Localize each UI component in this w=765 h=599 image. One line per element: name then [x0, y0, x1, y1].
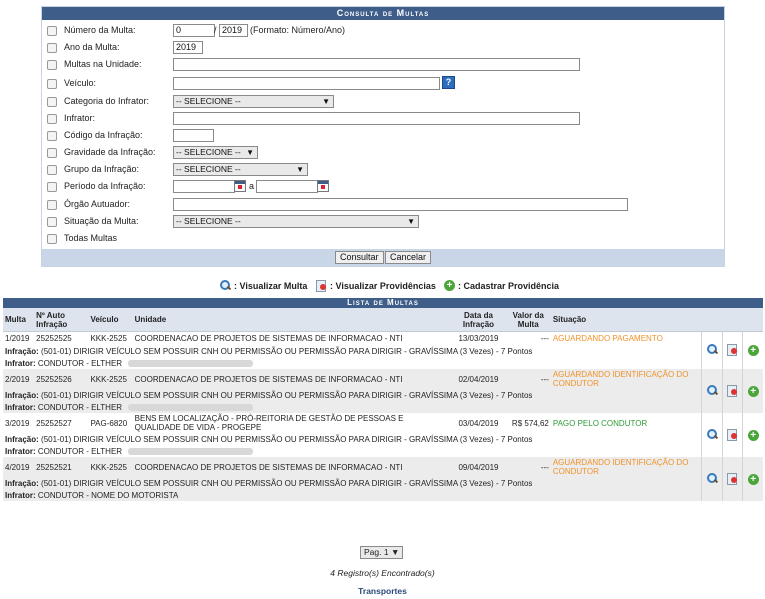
table-row-infrator [3, 445, 763, 457]
cell-valor: R$ 574,62 [506, 413, 551, 433]
cell-unidade: BENS EM LOCALIZAÇÃO - PRÓ-REITORIA DE GESTÃO DE PESSOAS E QUALIDADE DE VIDA - PROGEPE [133, 413, 452, 433]
redacted-name [128, 448, 253, 455]
infrator-input[interactable] [173, 112, 580, 125]
col-unidade: Unidade [133, 308, 452, 332]
row-ano-multa [42, 40, 724, 57]
row-numero-multa [42, 23, 724, 40]
list-title: Lista de Multas [3, 298, 763, 308]
periodo-inicio-input[interactable] [173, 180, 235, 193]
gravidade-select-value: -- SELECIONE -- [176, 147, 241, 157]
view-fine-button[interactable] [702, 457, 723, 501]
cell-valor: --- [506, 457, 551, 477]
numero-multa-input[interactable]: 0 [173, 24, 215, 37]
infracao-label: Infração: [5, 346, 39, 356]
view-providencias-button[interactable] [723, 457, 743, 501]
legend-visualizar-multa-label: : Visualizar Multa [234, 280, 308, 291]
footer-link-transportes[interactable]: Transportes [358, 586, 407, 596]
col-action-3 [743, 308, 763, 332]
infrator-label: Infrator: [5, 446, 36, 456]
magnifier-icon [707, 385, 718, 396]
page-select-value: Pag. 1 [364, 547, 389, 557]
label-categoria: Categoria do Infrator: [64, 96, 150, 106]
page-select[interactable] [360, 546, 403, 559]
label-orgao: Órgão Autuador: [64, 199, 131, 209]
form-title: Consulta de Multas [42, 7, 724, 20]
infrator-text: CONDUTOR - ELTHER [37, 358, 123, 368]
label-gravidade: Gravidade da Infração: [64, 147, 156, 157]
veiculo-input[interactable] [173, 77, 440, 90]
add-icon: + [748, 474, 759, 485]
checkbox-todas[interactable] [47, 234, 57, 244]
checkbox-grupo[interactable] [47, 165, 57, 175]
codigo-input[interactable] [173, 129, 214, 142]
numero-format-hint: (Formato: Número/Ano) [250, 25, 346, 35]
label-numero-multa: Número da Multa: [64, 25, 136, 35]
checkbox-numero-multa[interactable] [47, 26, 57, 36]
col-valor: Valor da Multa [506, 308, 551, 332]
infrator-text: CONDUTOR - ELTHER [37, 446, 123, 456]
calendar-icon[interactable] [317, 180, 329, 192]
cell-unidade: COORDENACAO DE PROJETOS DE SISTEMAS DE INFORMACAO - NTI [133, 369, 452, 389]
checkbox-veiculo[interactable] [47, 79, 57, 89]
checkbox-multas-unidade[interactable] [47, 60, 57, 70]
label-veiculo: Veículo: [64, 78, 97, 88]
redacted-name [128, 360, 253, 367]
infrator-label: Infrator: [5, 490, 36, 500]
cell-situacao: AGUARDANDO PAGAMENTO [551, 332, 702, 346]
consultar-button[interactable]: Consultar [335, 251, 384, 264]
help-icon[interactable]: ? [442, 76, 455, 89]
numero-multa-ano-input[interactable]: 2019 [219, 24, 248, 37]
cell-unidade: COORDENACAO DE PROJETOS DE SISTEMAS DE INFORMACAO - NTI [133, 332, 452, 346]
fines-list [3, 298, 763, 501]
cell-auto: 25252527 [34, 413, 88, 433]
cell-auto: 25252526 [34, 369, 88, 389]
row-veiculo [42, 76, 724, 93]
situacao-select-value: -- SELECIONE -- [176, 216, 241, 226]
table-header [3, 308, 763, 332]
providencias-icon [727, 385, 738, 396]
table-row-infracao [3, 345, 763, 357]
row-todas [42, 231, 724, 248]
label-codigo: Código da Infração: [64, 130, 143, 140]
magnifier-icon [707, 473, 718, 484]
row-gravidade [42, 145, 724, 162]
cell-veiculo: KKK-2525 [88, 332, 132, 346]
checkbox-ano-multa[interactable] [47, 43, 57, 53]
gravidade-select[interactable] [173, 146, 258, 159]
row-categoria [42, 94, 724, 111]
cell-unidade: COORDENACAO DE PROJETOS DE SISTEMAS DE INFORMACAO - NTI [133, 457, 452, 477]
providencias-icon [727, 344, 738, 355]
record-count: 4 Registro(s) Encontrado(s) [330, 568, 435, 578]
row-situacao [42, 214, 724, 231]
add-icon: + [748, 386, 759, 397]
legend-cadastrar-providencia [444, 280, 559, 291]
infracao-label: Infração: [5, 434, 39, 444]
view-providencias-button[interactable] [723, 332, 743, 370]
multas-unidade-input[interactable] [173, 58, 580, 71]
infracao-text: (501-01) DIRIGIR VEÍCULO SEM POSSUIR CNH OU PERMISSÃO OU PERMISSÃO PARA DIRIGIR - GRAVÍSSIMA (3 Vezes) - 7 Pontos [41, 390, 533, 400]
checkbox-codigo[interactable] [47, 131, 57, 141]
legend-cadastrar-prov-label: : Cadastrar Providência [458, 280, 560, 291]
table-row-infracao [3, 389, 763, 401]
cell-multa: 4/2019 [3, 457, 34, 477]
row-infrator [42, 111, 724, 128]
checkbox-orgao[interactable] [47, 200, 57, 210]
providencias-icon [727, 429, 738, 440]
table-row-infrator [3, 401, 763, 413]
checkbox-categoria[interactable] [47, 97, 57, 107]
cell-veiculo: KKK-2525 [88, 457, 132, 477]
view-fine-button[interactable] [702, 413, 723, 457]
cell-auto: 25252521 [34, 457, 88, 477]
magnifier-icon [707, 429, 718, 440]
cell-data: 09/04/2019 [451, 457, 505, 477]
legend-visualizar-multa [220, 280, 307, 291]
cell-multa: 3/2019 [3, 413, 34, 433]
cell-data: 13/03/2019 [451, 332, 505, 346]
redacted-name [128, 404, 253, 411]
calendar-icon[interactable] [234, 180, 246, 192]
cell-multa: 2/2019 [3, 369, 34, 389]
checkbox-situacao[interactable] [47, 217, 57, 227]
legend-visualizar-providencias [316, 280, 436, 291]
table-row-infrator [3, 489, 763, 501]
table-row [3, 413, 763, 433]
legend-visualizar-prov-label: : Visualizar Providências [330, 280, 436, 291]
add-icon: + [748, 430, 759, 441]
chevron-down-icon: ▼ [296, 165, 304, 174]
infrator-text: CONDUTOR - NOME DO MOTORISTA [37, 490, 179, 500]
numero-sep: / [214, 25, 217, 35]
table-row [3, 457, 763, 477]
infrator-label: Infrator: [5, 358, 36, 368]
chevron-down-icon: ▼ [407, 217, 415, 226]
add-providencia-button[interactable] [743, 457, 763, 501]
row-multas-unidade [42, 57, 724, 74]
infracao-text: (501-01) DIRIGIR VEÍCULO SEM POSSUIR CNH OU PERMISSÃO OU PERMISSÃO PARA DIRIGIR - GRAVÍSSIMA (3 Vezes) - 7 Pontos [41, 478, 533, 488]
cell-data: 03/04/2019 [451, 413, 505, 433]
periodo-fim-input[interactable] [256, 180, 318, 193]
categoria-select[interactable] [173, 95, 334, 108]
cell-situacao: AGUARDANDO IDENTIFICAÇÃO DO CONDUTOR [551, 457, 702, 477]
add-providencia-button[interactable] [743, 413, 763, 457]
table-row [3, 332, 763, 346]
row-codigo [42, 128, 724, 145]
label-situacao: Situação da Multa: [64, 216, 139, 226]
cell-veiculo: PAG-6820 [88, 413, 132, 433]
row-grupo [42, 162, 724, 179]
table-row [3, 369, 763, 389]
orgao-input[interactable] [173, 198, 628, 211]
checkbox-periodo[interactable] [47, 182, 57, 192]
chevron-down-icon: ▼ [390, 547, 400, 557]
table-row-infracao [3, 433, 763, 445]
infracao-label: Infração: [5, 390, 39, 400]
add-icon: + [444, 280, 455, 291]
legend [0, 280, 765, 294]
form-button-bar [42, 249, 724, 266]
cell-auto: 25252525 [34, 332, 88, 346]
col-data: Data da Infração [451, 308, 505, 332]
label-periodo: Período da Infração: [64, 181, 146, 191]
add-providencia-button[interactable] [743, 369, 763, 413]
checkbox-infrator[interactable] [47, 114, 57, 124]
infracao-text: (501-01) DIRIGIR VEÍCULO SEM POSSUIR CNH OU PERMISSÃO OU PERMISSÃO PARA DIRIGIR - GRAVÍSSIMA (3 Vezes) - 7 Pontos [41, 346, 533, 356]
chevron-down-icon: ▼ [322, 97, 330, 106]
cell-data: 02/04/2019 [451, 369, 505, 389]
label-todas: Todas Multas [64, 233, 118, 243]
table-row-infracao [3, 477, 763, 489]
magnifier-icon [707, 344, 718, 355]
ano-multa-input[interactable]: 2019 [173, 41, 203, 54]
col-auto: Nº Auto Infração [34, 308, 88, 332]
label-multas-unidade: Multas na Unidade: [64, 59, 142, 69]
view-fine-button[interactable] [702, 369, 723, 413]
periodo-sep: a [249, 181, 255, 191]
chevron-down-icon: ▼ [246, 148, 254, 157]
checkbox-gravidade[interactable] [47, 148, 57, 158]
cell-situacao: PAGO PELO CONDUTOR [551, 413, 702, 433]
col-action-1 [702, 308, 723, 332]
search-form [41, 6, 725, 267]
providencias-icon [316, 280, 327, 291]
view-providencias-button[interactable] [723, 369, 743, 413]
col-situacao: Situação [551, 308, 702, 332]
row-periodo [42, 179, 724, 196]
categoria-select-value: -- SELECIONE -- [176, 96, 241, 106]
cancelar-button[interactable]: Cancelar [385, 251, 431, 264]
magnifier-icon [220, 280, 231, 291]
row-orgao [42, 197, 724, 214]
cell-multa: 1/2019 [3, 332, 34, 346]
add-providencia-button[interactable] [743, 332, 763, 370]
grupo-select-value: -- SELECIONE -- [176, 164, 241, 174]
view-fine-button[interactable] [702, 332, 723, 370]
label-infrator: Infrator: [64, 113, 96, 123]
col-action-2 [723, 308, 743, 332]
cell-valor: --- [506, 332, 551, 346]
infracao-text: (501-01) DIRIGIR VEÍCULO SEM POSSUIR CNH OU PERMISSÃO OU PERMISSÃO PARA DIRIGIR - GRAVÍSSIMA (3 Vezes) - 7 Pontos [41, 434, 533, 444]
label-grupo: Grupo da Infração: [64, 164, 140, 174]
grupo-select[interactable] [173, 163, 308, 176]
situacao-select[interactable] [173, 215, 419, 228]
col-veiculo: Veículo [88, 308, 132, 332]
infracao-label: Infração: [5, 478, 39, 488]
cell-situacao: AGUARDANDO IDENTIFICAÇÃO DO CONDUTOR [551, 369, 702, 389]
fines-table [3, 308, 763, 501]
infrator-text: CONDUTOR - ELTHER [37, 402, 123, 412]
view-providencias-button[interactable] [723, 413, 743, 457]
infrator-label: Infrator: [5, 402, 36, 412]
table-row-infrator [3, 357, 763, 369]
add-icon: + [748, 345, 759, 356]
cell-veiculo: KKK-2525 [88, 369, 132, 389]
label-ano-multa: Ano da Multa: [64, 42, 120, 52]
col-multa: Multa [3, 308, 34, 332]
providencias-icon [727, 473, 738, 484]
cell-valor: --- [506, 369, 551, 389]
